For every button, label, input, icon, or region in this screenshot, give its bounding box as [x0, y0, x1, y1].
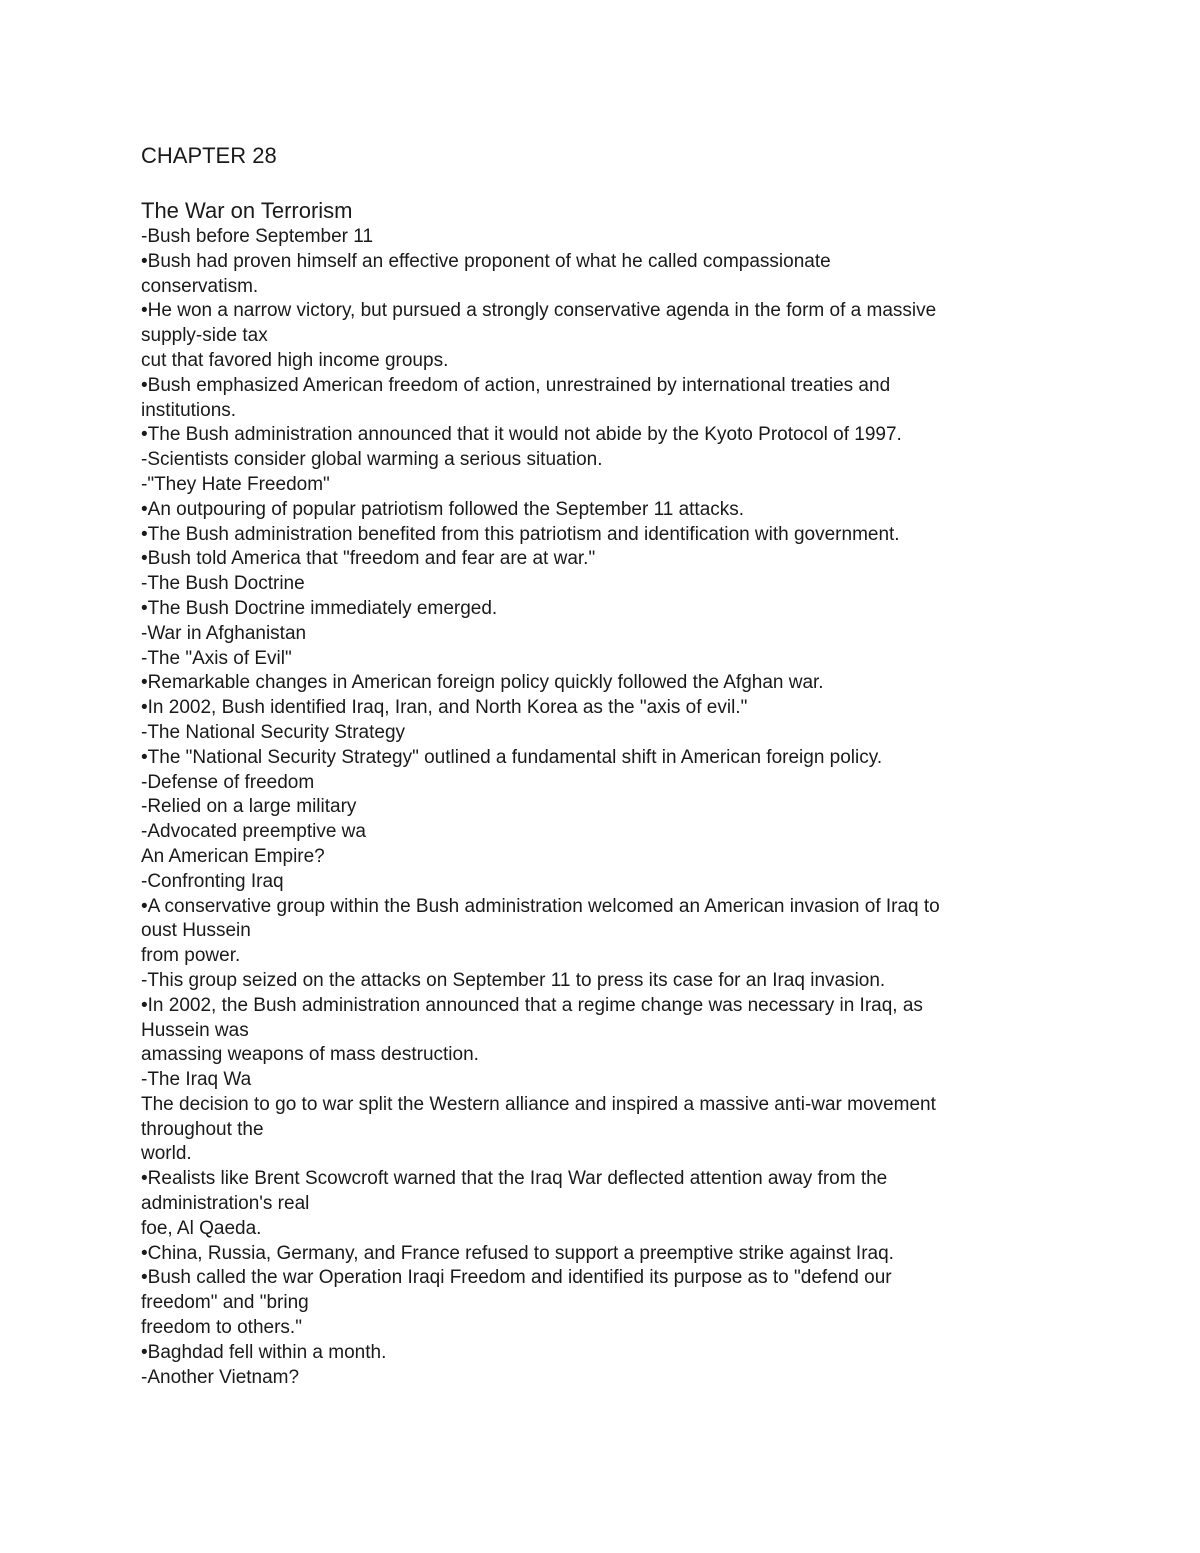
note-line: institutions.: [141, 399, 237, 421]
note-line: •The Bush Doctrine immediately emerged.: [141, 597, 498, 619]
note-line: •Remarkable changes in American foreign policy quickly followed the Afghan war.: [141, 672, 824, 694]
note-line: from power.: [141, 945, 241, 967]
note-line: •The Bush administration announced that it would not abide by the Kyoto Protocol of 1997.: [141, 424, 902, 446]
note-line: cut that favored high income groups.: [141, 349, 449, 371]
note-line: world.: [141, 1143, 192, 1165]
note-line: -Confronting Iraq: [141, 870, 284, 892]
note-line: -Advocated preemptive wa: [141, 821, 366, 843]
note-line: -The Bush Doctrine: [141, 573, 305, 595]
note-line: amassing weapons of mass destruction.: [141, 1044, 479, 1066]
note-line: -Defense of freedom: [141, 771, 315, 793]
note-line: freedom" and "bring: [141, 1292, 309, 1314]
note-line: •In 2002, the Bush administration announced that a regime change was necessary in Iraq, as: [141, 994, 923, 1016]
note-line: •Bush emphasized American freedom of action, unrestrained by international treaties and: [141, 374, 891, 396]
note-line: -Scientists consider global warming a serious situation.: [141, 449, 603, 471]
note-line: -War in Afghanistan: [141, 622, 307, 644]
note-line: -Another Vietnam?: [141, 1366, 300, 1388]
note-line: •The "National Security Strategy" outlined a fundamental shift in American foreign policy.: [141, 746, 883, 768]
note-line: An American Empire?: [141, 845, 325, 867]
document-page: [141, 142, 1061, 1390]
note-line: foe, Al Qaeda.: [141, 1217, 262, 1239]
note-line: Hussein was: [141, 1019, 249, 1041]
notes-list: [141, 225, 1061, 1390]
note-line: •Realists like Brent Scowcroft warned that the Iraq War deflected attention away from the: [141, 1168, 888, 1190]
note-line: freedom to others.": [141, 1317, 302, 1339]
note-line: •He won a narrow victory, but pursued a strongly conservative agenda in the form of a massive: [141, 300, 937, 322]
note-line: •Bush had proven himself an effective proponent of what he called compassionate: [141, 250, 831, 272]
note-line: •An outpouring of popular patriotism followed the September 11 attacks.: [141, 498, 745, 520]
section-title: The War on Terrorism: [141, 198, 353, 223]
note-line: oust Hussein: [141, 920, 251, 942]
note-line: •China, Russia, Germany, and France refused to support a preemptive strike against Iraq.: [141, 1242, 894, 1264]
note-line: •Bush called the war Operation Iraqi Freedom and identified its purpose as to "defend our: [141, 1267, 892, 1289]
note-line: •A conservative group within the Bush administration welcomed an American invasion of Iraq to: [141, 895, 940, 917]
note-line: supply-side tax: [141, 325, 268, 347]
note-line: •Baghdad fell within a month.: [141, 1341, 387, 1363]
note-line: The decision to go to war split the Western alliance and inspired a massive anti-war movement: [141, 1093, 936, 1115]
note-line: throughout the: [141, 1118, 264, 1140]
note-line: •In 2002, Bush identified Iraq, Iran, and North Korea as the "axis of evil.": [141, 697, 748, 719]
note-line: -The "Axis of Evil": [141, 647, 292, 669]
note-line: -The Iraq Wa: [141, 1069, 252, 1091]
note-line: -Bush before September 11: [141, 226, 374, 247]
note-line: -This group seized on the attacks on September 11 to press its case for an Iraq invasion.: [141, 969, 886, 991]
note-line: •Bush told America that "freedom and fear are at war.": [141, 548, 596, 570]
note-line: •The Bush administration benefited from this patriotism and identification with government.: [141, 523, 900, 545]
note-line: conservatism.: [141, 275, 259, 297]
note-line: -"They Hate Freedom": [141, 473, 330, 495]
note-line: administration's real: [141, 1193, 310, 1215]
note-line: -Relied on a large military: [141, 796, 357, 818]
note-line: -The National Security Strategy: [141, 721, 406, 743]
chapter-heading: CHAPTER 28: [141, 143, 277, 168]
